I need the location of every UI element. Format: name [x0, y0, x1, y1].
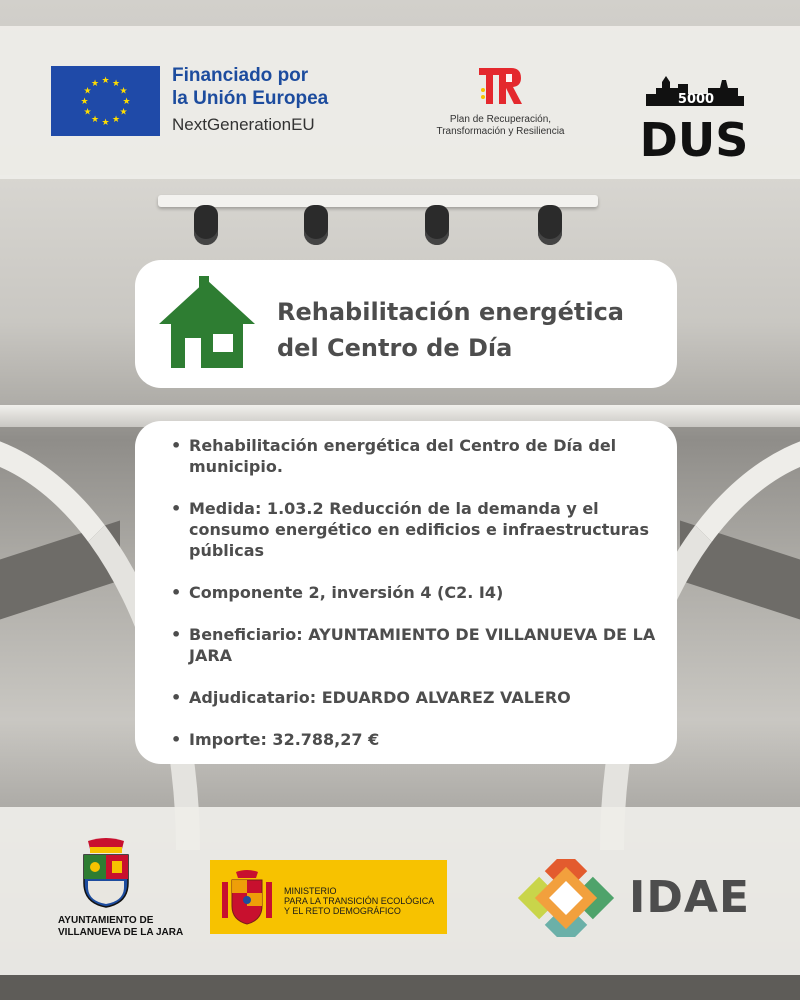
- page-title: [277, 294, 667, 366]
- svg-text:★: ★: [80, 97, 89, 107]
- title-line-1: Rehabilitación energética: [277, 298, 625, 326]
- svg-text:★: ★: [101, 118, 110, 128]
- light-rail: [158, 195, 598, 207]
- spain-shield-icon: [220, 868, 274, 926]
- svg-text:★: ★: [111, 115, 121, 125]
- svg-text:★: ★: [101, 76, 110, 86]
- info-item-amount: • Importe: 32.788,27 €: [171, 729, 657, 750]
- ministerio-line-3: Y EL RETO DEMOGRÁFICO: [284, 906, 401, 916]
- prtr-line-2: Transformación y Resiliencia: [436, 126, 565, 137]
- house-icon: [155, 276, 259, 372]
- eu-line-3: NextGenerationEU: [172, 115, 315, 134]
- info-item-measure: • Medida: 1.03.2 Reducción de la demanda y el consumo energético en edificios e infraestructuras públicas: [171, 498, 657, 561]
- bottom-strip: [0, 975, 800, 1000]
- info-item-contractor: • Adjudicatario: EDUARDO ALVAREZ VALERO: [171, 687, 657, 708]
- ministerio-logo: [210, 860, 447, 934]
- info-item-beneficiary: • Beneficiario: AYUNTAMIENTO DE VILLANUEVA DE LA JARA: [171, 624, 657, 666]
- info-item-description: • Rehabilitación energética del Centro de Día del municipio.: [171, 435, 657, 477]
- header-band: [0, 26, 800, 179]
- eu-line-1: Financiado por: [172, 65, 309, 86]
- svg-text:★: ★: [119, 86, 128, 97]
- dus-number: 5000: [677, 92, 715, 107]
- prtr-logo: [418, 66, 583, 146]
- dus-5000-logo: [638, 66, 750, 166]
- svg-text:★: ★: [90, 79, 100, 89]
- eu-line-2: la Unión Europea: [172, 88, 329, 109]
- ayuntamiento-logo: [58, 837, 184, 939]
- ayuntamiento-line-1: AYUNTAMIENTO DE: [58, 915, 154, 926]
- svg-text:★: ★: [90, 115, 100, 125]
- dus-text: DUS: [639, 113, 749, 166]
- svg-text:★: ★: [122, 97, 131, 107]
- svg-text:★: ★: [119, 107, 128, 118]
- svg-text:★: ★: [83, 86, 92, 97]
- title-card: [135, 260, 677, 388]
- ministerio-line-1: MINISTERIO: [284, 886, 337, 896]
- prtr-line-1: Plan de Recuperación,: [449, 114, 552, 125]
- idae-text: IDAE: [629, 872, 751, 923]
- ayuntamiento-line-2: VILLANUEVA DE LA JARA: [58, 927, 184, 938]
- svg-text:★: ★: [111, 79, 121, 89]
- info-card: [135, 421, 677, 764]
- info-item-component: • Componente 2, inversión 4 (C2. I4): [171, 582, 657, 603]
- prtr-logo-icon: [477, 66, 525, 106]
- eu-funding-text: [172, 64, 328, 137]
- idae-logo: [511, 859, 751, 937]
- ministerio-line-2: PARA LA TRANSICIÓN ECOLÓGICA: [284, 896, 435, 906]
- footer-band: [0, 807, 800, 975]
- svg-text:★: ★: [83, 107, 92, 118]
- title-line-2: del Centro de Día: [277, 334, 513, 362]
- info-list: [171, 435, 657, 750]
- eu-flag-icon: [51, 66, 160, 136]
- coat-of-arms-icon: [78, 837, 134, 909]
- idae-logo-icon: [511, 859, 621, 937]
